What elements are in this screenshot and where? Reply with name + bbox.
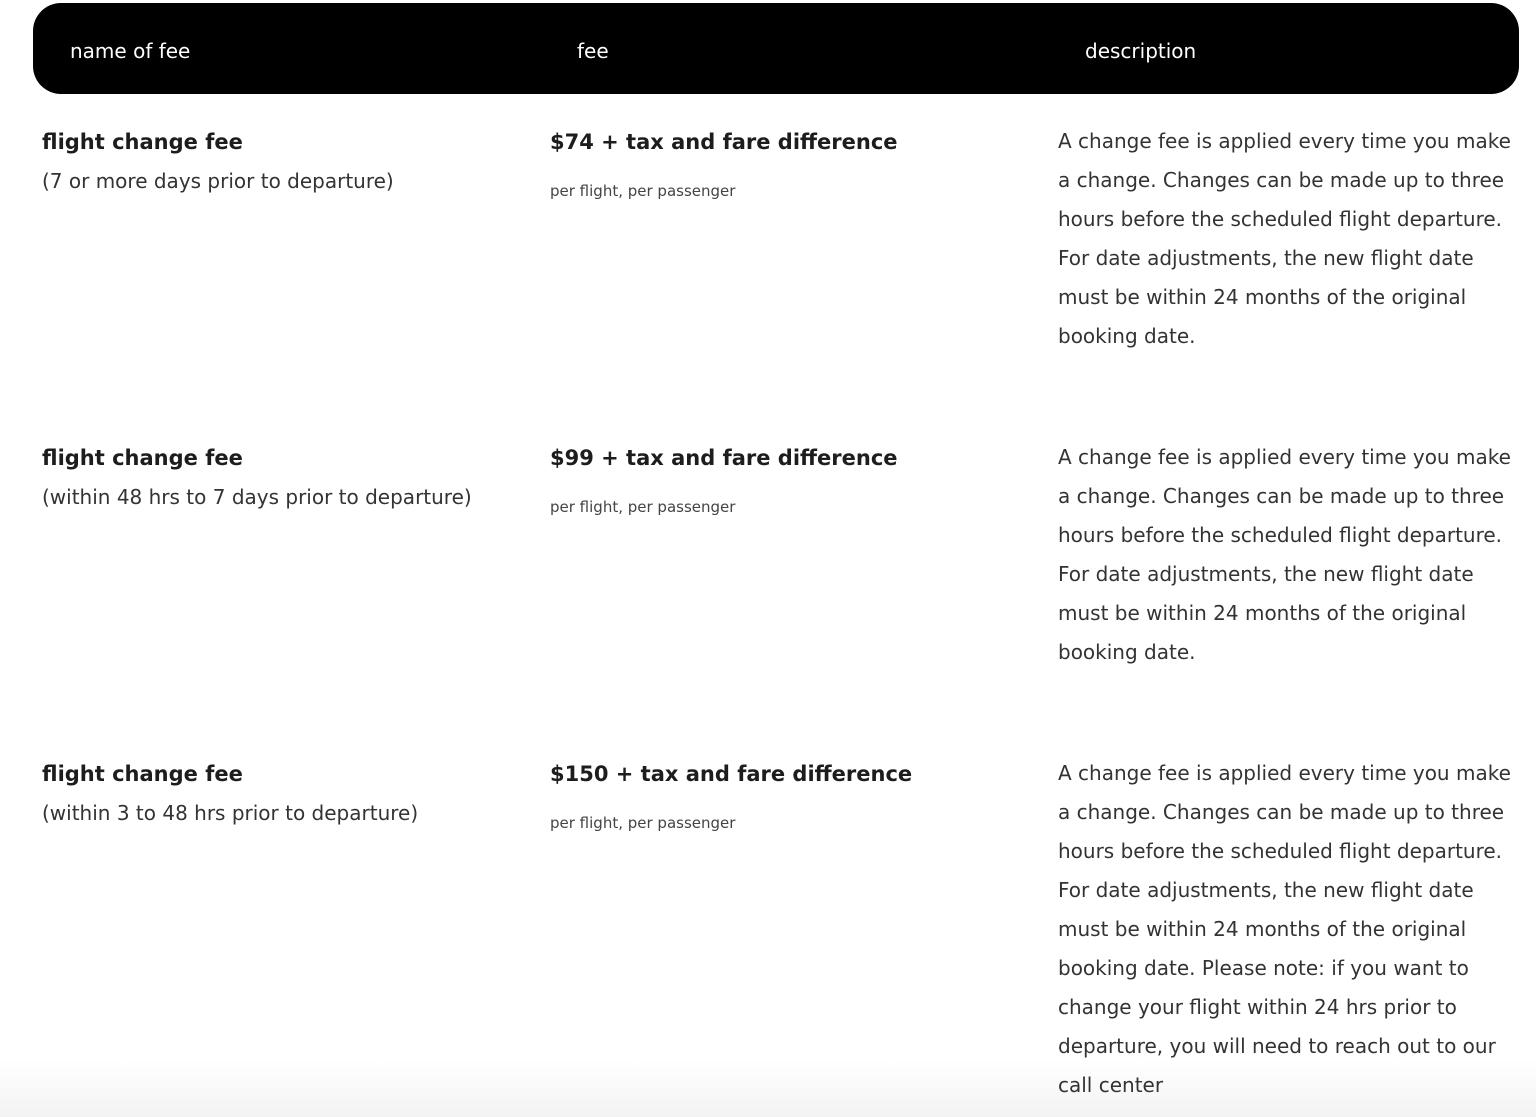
fee-name-condition: (within 48 hrs to 7 days prior to departure) [42,485,472,509]
fee-name-title: flight change fee [42,446,243,470]
fee-note: per flight, per passenger [550,498,736,516]
fee-amount-cell [550,444,1010,518]
fee-description: A change fee is applied every time you make a change. Changes can be made up to three hours before the scheduled flight departure. For date adjustments, the new flight date must be within 24 months of the original booking date. [1058,445,1511,664]
fee-name-title: flight change fee [42,762,243,786]
column-header-description: description [1085,39,1197,63]
fee-amount-cell [550,128,1010,202]
fee-note: per flight, per passenger [550,182,736,200]
fee-description: A change fee is applied every time you make a change. Changes can be made up to three hours before the scheduled flight departure. For date adjustments, the new flight date must be within 24 months of the original booking date. [1058,129,1511,348]
fee-description-cell [1058,128,1516,356]
fee-name-condition: (within 3 to 48 hrs prior to departure) [42,801,419,825]
fee-description-cell [1058,760,1516,1105]
fee-amount: $74 + tax and fare difference [550,130,898,154]
fee-table-header [33,3,1519,94]
fee-description-cell [1058,444,1516,672]
fee-description: A change fee is applied every time you make a change. Changes can be made up to three hours before the scheduled flight departure. For date adjustments, the new flight date must be within 24 months of the original booking date. Please note: if you want to change your flight within 24 hrs prior to departure, you will need to reach out to our call center [1058,761,1511,1097]
column-header-name: name of fee [70,39,191,63]
fee-name-cell [42,444,522,511]
fee-name-cell [42,760,522,827]
fee-name-title: flight change fee [42,130,243,154]
fee-amount: $150 + tax and fare difference [550,762,913,786]
fee-name-cell [42,128,522,195]
fee-name-condition: (7 or more days prior to departure) [42,169,394,193]
fee-amount-cell [550,760,1010,834]
fee-amount: $99 + tax and fare difference [550,446,898,470]
fee-note: per flight, per passenger [550,814,736,832]
column-header-fee: fee [577,39,609,63]
